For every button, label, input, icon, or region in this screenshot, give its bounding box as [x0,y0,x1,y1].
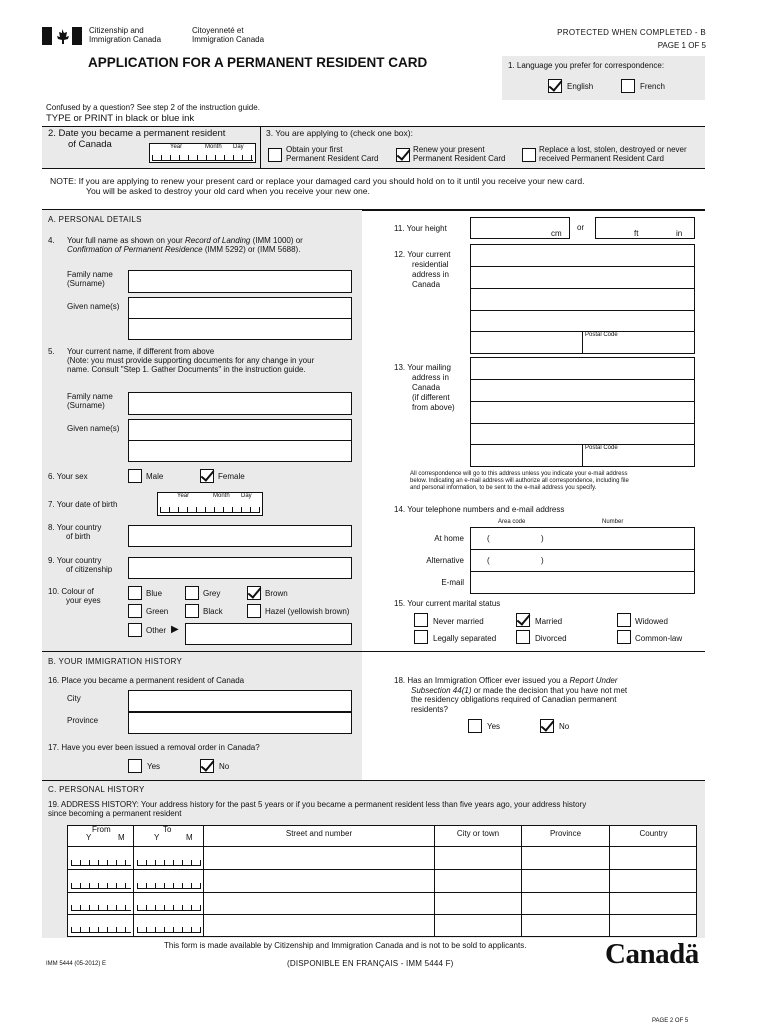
email-label: E-mail [441,578,464,587]
section-c-title: C. PERSONAL HISTORY [48,785,145,794]
q18-label: 18. Has an Immigration Officer ever issued you a Report Under Subsection 44(1) or made the decision that you have not met the residency obligations required of Canadian permanent residents? [394,676,628,714]
eyes-hazel-label: Hazel (yellowish brown) [265,607,350,616]
q8-label: 8. Your country of birth [48,523,102,542]
eyes-black-label: Black [203,607,223,616]
eyes-blue-label: Blue [146,589,163,598]
q2-year-label: Year [170,144,183,150]
q14-label: 14. Your telephone numbers and e-mail address [394,505,565,514]
eyes-other-checkbox[interactable] [128,623,142,637]
table-row[interactable] [68,870,696,892]
section-b-title: B. YOUR IMMIGRATION HISTORY [48,657,183,666]
residential-postal-label: Postal Code [585,332,618,338]
eyes-brown-label: Brown [265,589,288,598]
removal-no-checkbox[interactable] [200,759,214,773]
email-correspondence-note: All correspondence will go to this address unless you indicate your e-mail address below. Indicating an e-mail address will authorize all correspondence, including file and personal information, to be sent to the e-mail address you specify. [410,471,629,492]
renewal-note: NOTE: If you are applying to renew your present card or replace your damaged card you should hold on to it until you receive your new card. You will be asked to destroy your old card when you receive your new one. [50,176,585,196]
home-phone-label: At home [434,534,464,543]
renew-checkbox[interactable] [396,148,410,162]
q7-label: 7. Your date of birth [48,500,118,509]
q7-year-label: Year [177,493,190,499]
q6-label: 6. Your sex [48,472,88,481]
form-title: APPLICATION FOR A PERMANENT RESIDENT CARD [88,55,428,70]
q9-label: 9. Your country of citizenship [48,556,113,575]
page-number: PAGE 1 OF 5 [657,41,706,50]
french-checkbox[interactable] [621,79,635,93]
eyes-blue-checkbox[interactable] [128,586,142,600]
q2-month-label: Month [205,144,222,150]
current-given-name-field-2[interactable] [128,440,352,462]
q7-month-label: Month [213,493,230,499]
city-header: City or town [456,829,500,838]
replace-checkbox[interactable] [522,148,536,162]
current-family-name-field[interactable] [128,392,352,415]
street-header: Street and number [285,829,353,838]
area-code-label: Area code [498,519,526,525]
sex-female-label: Female [218,472,245,481]
country-header: Country [639,829,668,838]
alt-phone-label: Alternative [426,556,464,565]
removal-no-label: No [219,762,230,771]
obtain-first-label: Obtain your first Permanent Resident Card [286,145,379,164]
q5-number: 5. [48,347,55,356]
q17-label: 17. Have you ever been issued a removal order in Canada? [48,743,260,752]
q4-label: Your full name as shown on your Record of Landing (IMM 1000) or Confirmation of Permanent Residence (IMM 5292) or (IMM 5688). [67,236,303,255]
q16-province-label: Province [67,716,99,725]
in-unit: in [676,229,683,238]
report-no-checkbox[interactable] [540,719,554,733]
q13-label: 13. Your mailing address in Canada (if different from above) [394,363,455,412]
english-checkbox[interactable] [548,79,562,93]
q4-number: 4. [48,236,55,245]
section-a-title: A. PERSONAL DETAILS [48,215,142,224]
mailing-postal-label: Postal Code [585,445,618,451]
family-name-field[interactable] [128,270,352,293]
given-name-field-1[interactable] [128,297,352,319]
q5-label: Your current name, if different from above (Note: you must provide supporting documents for any change in your name. Consult "Step 1. Gather Documents" in the instruction guide. [67,347,315,375]
form-number: IMM 5444 (05-2012) E [46,961,107,967]
arrow-right-icon: ▶ [171,624,179,635]
french-label: French [640,82,665,91]
q5-family-label: Family name (Surname) [67,392,113,411]
protected-label: PROTECTED WHEN COMPLETED - B [557,28,706,37]
renew-label: Renew your present Permanent Resident Card [413,145,506,164]
from-header: From [92,825,111,834]
canada-flag-icon [42,27,82,45]
country-of-birth-field[interactable] [128,525,352,547]
to-header: To [163,825,172,834]
q4-given-label: Given name(s) [67,302,120,311]
to-year-header: Y [154,833,160,842]
q15-label: 15. Your current marital status [394,599,501,608]
marital-common-law-checkbox[interactable] [617,630,631,644]
home-paren-open: ( [487,534,490,543]
q11-label: 11. Your height [394,224,447,233]
table-row[interactable] [68,893,696,914]
instructions-hint: Confused by a question? See step 2 of the instruction guide. [46,103,260,112]
marital-common-law-label: Common-law [635,634,683,643]
table-row[interactable] [68,915,696,936]
replace-label: Replace a lost, stolen, destroyed or never received Permanent Resident Card [539,145,687,164]
pr-province-field[interactable] [128,712,352,734]
to-month-header: M [186,833,193,842]
eyes-brown-checkbox[interactable] [247,586,261,600]
table-row[interactable] [68,847,696,869]
alt-paren-close: ) [541,556,544,565]
q2-label: 2. Date you became a permanent resident of Canada [48,128,226,150]
availability-notice: This form is made available by Citizenship and Immigration Canada and is not to be sold to applicants. [164,941,527,950]
marital-divorced-label: Divorced [535,634,567,643]
marital-separated-label: Legally separated [433,634,497,643]
home-paren-close: ) [541,534,544,543]
given-name-field-2[interactable] [128,318,352,340]
ft-unit: ft [634,229,639,238]
french-version-note: (DISPONIBLE EN FRANÇAIS - IMM 5444 F) [287,959,454,968]
eyes-hazel-checkbox[interactable] [247,604,261,618]
report-no-label: No [559,722,570,731]
q16-city-label: City [67,694,81,703]
q12-label: 12. Your current residential address in Canada [394,250,451,289]
sex-male-checkbox[interactable] [128,469,142,483]
report-yes-checkbox[interactable] [468,719,482,733]
eyes-grey-checkbox[interactable] [185,586,199,600]
eyes-black-checkbox[interactable] [185,604,199,618]
eyes-grey-label: Grey [203,589,221,598]
ink-instruction: TYPE or PRINT in black or blue ink [46,113,195,124]
province-header: Province [549,829,582,838]
from-month-header: M [118,833,125,842]
q4-family-label: Family name (Surname) [67,270,113,289]
email-field[interactable] [471,572,694,593]
from-year-header: Y [86,833,92,842]
marital-married-checkbox[interactable] [516,613,530,627]
marital-married-label: Married [535,617,563,626]
sex-male-label: Male [146,472,164,481]
q19-label: 19. ADDRESS HISTORY: Your address history for the past 5 years or if you became a permanent resident less than five years ago, your address history since becoming a permanent resident [48,800,587,819]
q10-label: 10. Colour of your eyes [48,587,101,606]
sex-female-checkbox[interactable] [200,469,214,483]
marital-separated-checkbox[interactable] [414,630,428,644]
obtain-first-checkbox[interactable] [268,148,282,162]
marital-widowed-checkbox[interactable] [617,613,631,627]
eyes-other-field[interactable] [185,623,352,645]
english-label: English [567,82,594,91]
or-label: or [577,223,585,232]
q5-given-label: Given name(s) [67,424,120,433]
eyes-other-label: Other [146,626,167,635]
q7-day-label: Day [241,493,252,499]
cm-unit: cm [551,229,562,238]
number-label: Number [602,519,624,525]
q3-label: 3. You are applying to (check one box): [266,128,413,138]
home-phone-field[interactable] [471,528,694,549]
marital-divorced-checkbox[interactable] [516,630,530,644]
canada-wordmark: Canadä [605,938,699,970]
eyes-green-label: Green [146,607,169,616]
dept-en-name: Citizenship and Immigration Canada [89,26,162,45]
q2-day-label: Day [233,144,244,150]
marital-widowed-label: Widowed [635,617,668,626]
pr-city-field[interactable] [128,690,352,712]
eyes-green-checkbox[interactable] [128,604,142,618]
dept-fr-name: Citoyenneté et Immigration Canada [192,26,265,45]
alt-paren-open: ( [487,556,490,565]
next-page-number: PAGE 2 OF 5 [652,1018,689,1024]
current-given-name-field-1[interactable] [128,419,352,441]
removal-yes-checkbox[interactable] [128,759,142,773]
q16-label: 16. Place you became a permanent resident of Canada [48,676,245,685]
removal-yes-label: Yes [147,762,161,771]
alt-phone-field[interactable] [471,550,694,571]
report-yes-label: Yes [487,722,501,731]
country-of-citizenship-field[interactable] [128,557,352,579]
q1-label: 1. Language you prefer for correspondence: [508,61,665,70]
marital-never-checkbox[interactable] [414,613,428,627]
marital-never-label: Never married [433,617,484,626]
